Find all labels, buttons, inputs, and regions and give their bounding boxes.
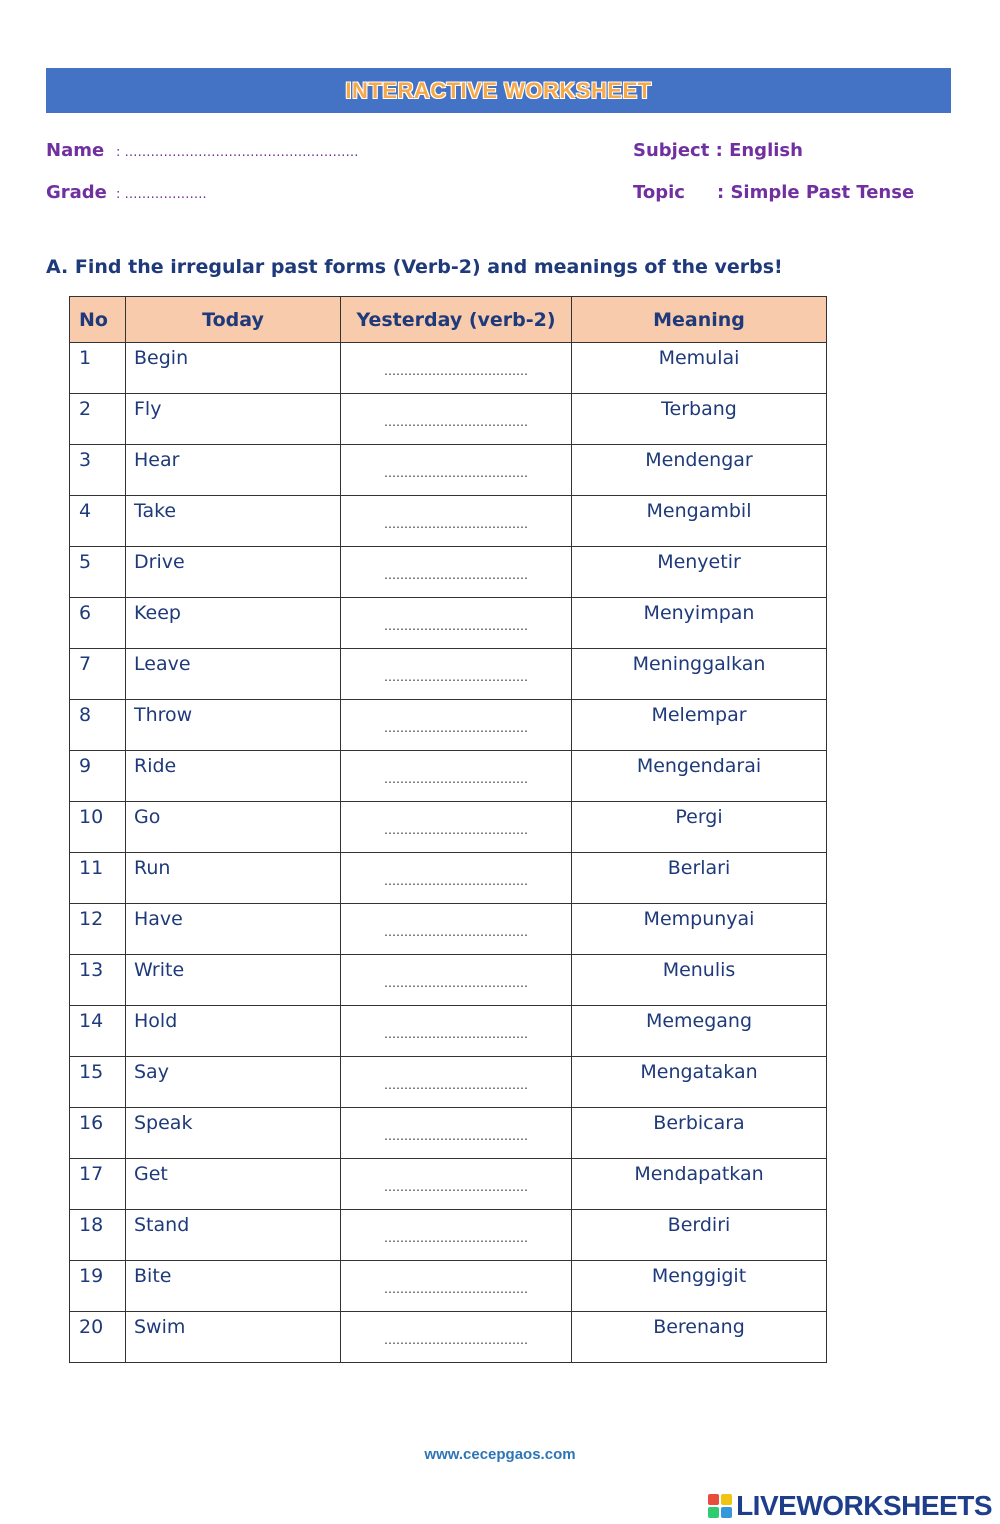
- row-today-verb: Say: [126, 1057, 341, 1108]
- subject-field: [633, 140, 803, 161]
- row-verb2-answer-blank[interactable]: ………………………………: [341, 1006, 572, 1057]
- row-verb2-answer-blank[interactable]: ………………………………: [341, 598, 572, 649]
- row-today-verb: Keep: [126, 598, 341, 649]
- table-row: [70, 394, 827, 445]
- topic-value: : Simple Past Tense: [717, 182, 915, 203]
- row-today-verb: Speak: [126, 1108, 341, 1159]
- row-verb2-answer-blank[interactable]: ………………………………: [341, 1108, 572, 1159]
- grade-label: Grade: [46, 182, 107, 203]
- row-number: 5: [70, 547, 126, 598]
- row-meaning: Mendengar: [572, 445, 827, 496]
- row-verb2-answer-blank[interactable]: ………………………………: [341, 1261, 572, 1312]
- row-today-verb: Fly: [126, 394, 341, 445]
- row-meaning: Mendapatkan: [572, 1159, 827, 1210]
- table-row: [70, 1006, 827, 1057]
- header-no: No: [70, 297, 126, 343]
- row-number: 3: [70, 445, 126, 496]
- row-meaning: Mengambil: [572, 496, 827, 547]
- table-row: [70, 445, 827, 496]
- row-verb2-answer-blank[interactable]: ………………………………: [341, 1210, 572, 1261]
- row-verb2-answer-blank[interactable]: ………………………………: [341, 751, 572, 802]
- header-meaning: Meaning: [572, 297, 827, 343]
- row-today-verb: Run: [126, 853, 341, 904]
- row-today-verb: Take: [126, 496, 341, 547]
- row-verb2-answer-blank[interactable]: ………………………………: [341, 343, 572, 394]
- row-number: 6: [70, 598, 126, 649]
- row-today-verb: Ride: [126, 751, 341, 802]
- row-meaning: Mengendarai: [572, 751, 827, 802]
- row-verb2-answer-blank[interactable]: ………………………………: [341, 445, 572, 496]
- topic-field: [633, 182, 914, 203]
- header-today: Today: [126, 297, 341, 343]
- row-today-verb: Hold: [126, 1006, 341, 1057]
- table-row: [70, 547, 827, 598]
- row-meaning: Menyimpan: [572, 598, 827, 649]
- row-number: 17: [70, 1159, 126, 1210]
- table-row: [70, 802, 827, 853]
- row-verb2-answer-blank[interactable]: ………………………………: [341, 853, 572, 904]
- title-banner: [46, 68, 951, 113]
- row-number: 16: [70, 1108, 126, 1159]
- table-body: [70, 343, 827, 1363]
- grade-field: [46, 182, 207, 203]
- row-verb2-answer-blank[interactable]: ………………………………: [341, 496, 572, 547]
- row-today-verb: Stand: [126, 1210, 341, 1261]
- row-today-verb: Begin: [126, 343, 341, 394]
- row-meaning: Berlari: [572, 853, 827, 904]
- table-header-row: [70, 297, 827, 343]
- instruction-text: A. Find the irregular past forms (Verb-2) and meanings of the verbs!: [46, 256, 783, 278]
- row-number: 4: [70, 496, 126, 547]
- row-verb2-answer-blank[interactable]: ………………………………: [341, 1159, 572, 1210]
- row-verb2-answer-blank[interactable]: ………………………………: [341, 955, 572, 1006]
- table-row: [70, 649, 827, 700]
- liveworksheets-brand: [708, 1490, 992, 1522]
- row-meaning: Menulis: [572, 955, 827, 1006]
- row-meaning: Berbicara: [572, 1108, 827, 1159]
- subject-label: Subject: [633, 140, 710, 161]
- row-verb2-answer-blank[interactable]: ………………………………: [341, 1312, 572, 1363]
- brand-name: LIVEWORKSHEETS: [736, 1490, 992, 1521]
- row-meaning: Meninggalkan: [572, 649, 827, 700]
- row-meaning: Menyetir: [572, 547, 827, 598]
- row-number: 20: [70, 1312, 126, 1363]
- row-meaning: Pergi: [572, 802, 827, 853]
- row-meaning: Mempunyai: [572, 904, 827, 955]
- row-meaning: Berenang: [572, 1312, 827, 1363]
- row-number: 7: [70, 649, 126, 700]
- row-meaning: Menggigit: [572, 1261, 827, 1312]
- row-meaning: Mengatakan: [572, 1057, 827, 1108]
- row-today-verb: Swim: [126, 1312, 341, 1363]
- row-meaning: Berdiri: [572, 1210, 827, 1261]
- row-number: 13: [70, 955, 126, 1006]
- row-meaning: Terbang: [572, 394, 827, 445]
- table-row: [70, 343, 827, 394]
- name-blank[interactable]: : ………………………………………………: [116, 145, 359, 160]
- table-row: [70, 496, 827, 547]
- row-today-verb: Have: [126, 904, 341, 955]
- name-field: [46, 140, 359, 161]
- row-today-verb: Go: [126, 802, 341, 853]
- table-row: [70, 1210, 827, 1261]
- row-number: 14: [70, 1006, 126, 1057]
- header-yesterday: Yesterday (verb-2): [341, 297, 572, 343]
- row-number: 18: [70, 1210, 126, 1261]
- row-verb2-answer-blank[interactable]: ………………………………: [341, 1057, 572, 1108]
- table-row: [70, 1312, 827, 1363]
- liveworksheets-logo-icon: [708, 1494, 732, 1518]
- row-meaning: Memulai: [572, 343, 827, 394]
- verbs-table: [69, 296, 827, 1363]
- row-number: 10: [70, 802, 126, 853]
- row-meaning: Memegang: [572, 1006, 827, 1057]
- row-today-verb: Throw: [126, 700, 341, 751]
- table-row: [70, 1108, 827, 1159]
- page-title: INTERACTIVE WORKSHEET: [345, 77, 652, 103]
- row-today-verb: Drive: [126, 547, 341, 598]
- row-number: 9: [70, 751, 126, 802]
- row-today-verb: Leave: [126, 649, 341, 700]
- table-row: [70, 751, 827, 802]
- row-verb2-answer-blank[interactable]: ………………………………: [341, 904, 572, 955]
- row-verb2-answer-blank[interactable]: ………………………………: [341, 394, 572, 445]
- table-row: [70, 700, 827, 751]
- row-verb2-answer-blank[interactable]: ………………………………: [341, 700, 572, 751]
- topic-label: Topic: [633, 182, 685, 203]
- row-number: 8: [70, 700, 126, 751]
- table-row: [70, 853, 827, 904]
- row-verb2-answer-blank[interactable]: ………………………………: [341, 547, 572, 598]
- row-number: 12: [70, 904, 126, 955]
- row-number: 15: [70, 1057, 126, 1108]
- grade-blank[interactable]: : ……………….: [116, 187, 207, 202]
- row-today-verb: Get: [126, 1159, 341, 1210]
- table-row: [70, 598, 827, 649]
- footer-url[interactable]: www.cecepgaos.com: [424, 1446, 576, 1463]
- table-row: [70, 1261, 827, 1312]
- table-row: [70, 1057, 827, 1108]
- row-meaning: Melempar: [572, 700, 827, 751]
- table-row: [70, 955, 827, 1006]
- row-today-verb: Bite: [126, 1261, 341, 1312]
- table-row: [70, 904, 827, 955]
- row-number: 11: [70, 853, 126, 904]
- table-row: [70, 1159, 827, 1210]
- row-number: 2: [70, 394, 126, 445]
- row-number: 1: [70, 343, 126, 394]
- row-number: 19: [70, 1261, 126, 1312]
- row-verb2-answer-blank[interactable]: ………………………………: [341, 649, 572, 700]
- subject-value: : English: [715, 140, 803, 161]
- name-label: Name: [46, 140, 105, 161]
- row-verb2-answer-blank[interactable]: ………………………………: [341, 802, 572, 853]
- row-today-verb: Hear: [126, 445, 341, 496]
- row-today-verb: Write: [126, 955, 341, 1006]
